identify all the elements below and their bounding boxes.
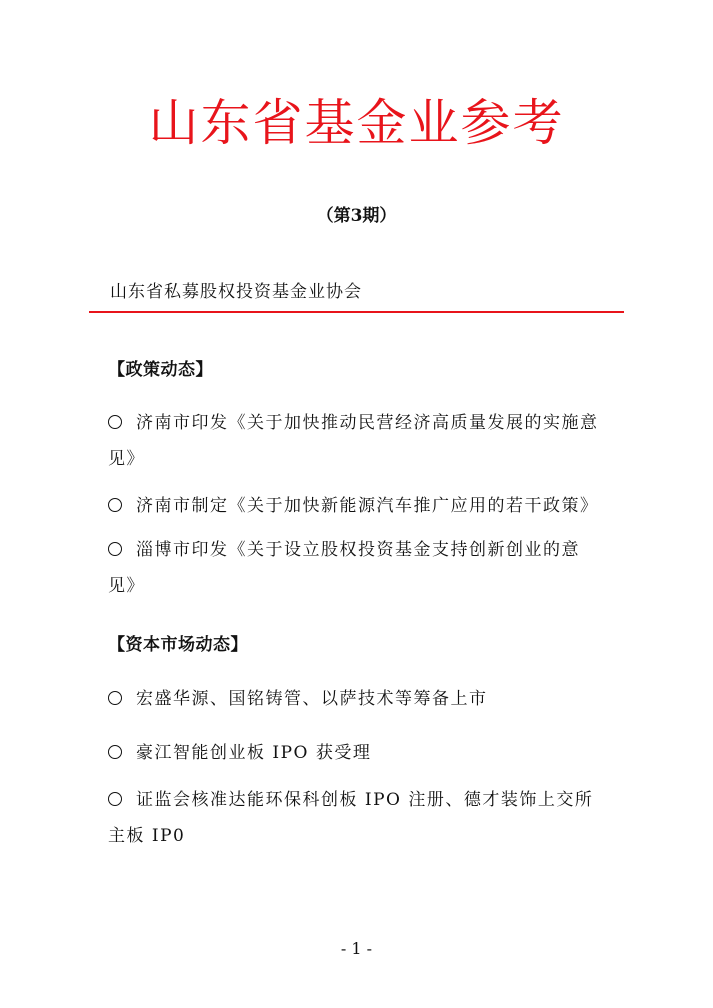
list-item (108, 735, 608, 771)
list-item-text: 济南市制定《关于加快新能源汽车推广应用的若干政策》 (136, 496, 599, 516)
circle-bullet-icon (108, 415, 122, 429)
list-item-text: 宏盛华源、国铭铸管、以萨技术等筹备上市 (136, 689, 488, 709)
list-item (108, 782, 608, 854)
document-title: 山东省基金业参考 (148, 94, 565, 152)
section-heading-capital-market: 【资本市场动态】 (108, 635, 248, 655)
list-item (108, 681, 608, 717)
organization-name: 山东省私募股权投资基金业协会 (110, 282, 362, 302)
circle-bullet-icon (108, 691, 122, 705)
issue-number: （第3期） (316, 206, 397, 226)
circle-bullet-icon (108, 745, 122, 759)
red-divider (89, 311, 624, 313)
circle-bullet-icon (108, 498, 122, 512)
list-item (108, 532, 608, 604)
section-heading-policy: 【政策动态】 (108, 360, 213, 380)
list-item-text: 淄博市印发《关于设立股权投资基金支持创新创业的意见》 (108, 540, 580, 596)
circle-bullet-icon (108, 542, 122, 556)
list-item-text: 豪江智能创业板 IPO 获受理 (136, 743, 372, 763)
circle-bullet-icon (108, 792, 122, 806)
list-item-text: 济南市印发《关于加快推动民营经济高质量发展的实施意见》 (108, 413, 599, 469)
list-item (108, 488, 608, 524)
list-item (108, 405, 608, 477)
list-item-text: 证监会核准达能环保科创板 IPO 注册、德才装饰上交所主板 IP0 (108, 790, 594, 846)
page-number: - 1 - (340, 939, 373, 958)
